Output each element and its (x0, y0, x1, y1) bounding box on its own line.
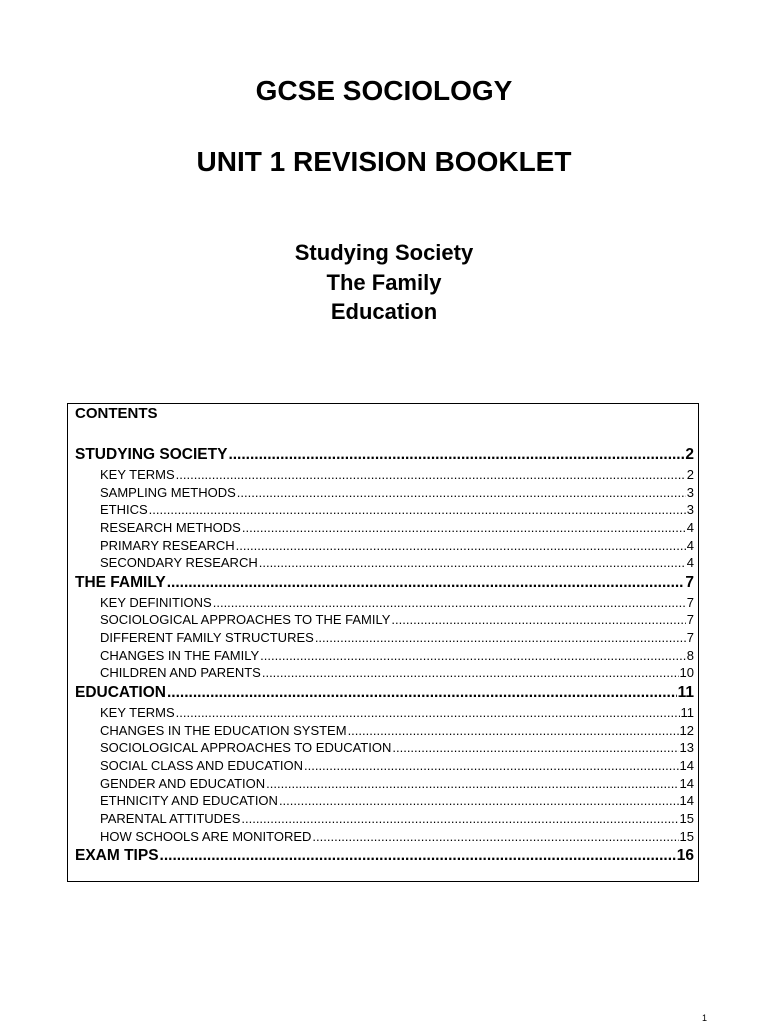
toc-leader-dots (260, 647, 686, 665)
toc-item-entry[interactable] (75, 757, 694, 775)
toc-section-entry[interactable] (75, 845, 694, 867)
toc-item-page: 3 (686, 484, 694, 500)
toc-item-page: 11 (680, 705, 694, 721)
toc-item-entry[interactable] (75, 466, 694, 484)
toc-leader-dots (304, 757, 679, 775)
toc-item-label: PARENTAL ATTITUDES (100, 810, 241, 826)
toc-item-page: 12 (679, 722, 694, 738)
toc-item-label: HOW SCHOOLS ARE MONITORED (100, 828, 312, 844)
toc-item-label: ETHNICITY AND EDUCATION (100, 793, 278, 809)
toc-section-title: STUDYING SOCIETY (75, 446, 228, 463)
toc-item-label: DIFFERENT FAMILY STRUCTURES (100, 630, 314, 646)
toc-item-entry[interactable] (75, 775, 694, 793)
toc-item-page: 7 (686, 612, 694, 628)
toc-item-page: 7 (686, 630, 694, 646)
toc-leader-dots (391, 611, 685, 629)
toc-item-page: 14 (679, 775, 694, 791)
toc-item-label: CHILDREN AND PARENTS (100, 665, 261, 681)
toc-leader-dots (266, 775, 678, 793)
toc-item-label: KEY TERMS (100, 467, 175, 482)
table-of-contents (75, 444, 694, 867)
toc-leader-dots (167, 572, 685, 594)
toc-item-entry[interactable] (75, 484, 694, 502)
toc-leader-dots (241, 810, 678, 828)
toc-section-entry[interactable] (75, 682, 694, 704)
topic-list (0, 238, 768, 327)
toc-item-page: 4 (686, 555, 694, 571)
toc-item-label: SOCIOLOGICAL APPROACHES TO THE FAMILY (100, 612, 391, 628)
toc-leader-dots (176, 704, 680, 722)
toc-item-label: KEY DEFINITIONS (100, 594, 212, 610)
toc-item-entry[interactable] (75, 739, 694, 757)
toc-item-entry[interactable] (75, 722, 694, 740)
toc-item-entry[interactable] (75, 704, 694, 722)
toc-item-label: CHANGES IN THE EDUCATION SYSTEM (100, 722, 347, 738)
toc-item-entry[interactable] (75, 594, 694, 612)
toc-item-entry[interactable] (75, 554, 694, 572)
toc-item-page: 14 (679, 793, 694, 809)
toc-item-page: 15 (679, 828, 694, 844)
toc-item-entry[interactable] (75, 792, 694, 810)
toc-item-page: 10 (679, 665, 694, 681)
toc-section-title: THE FAMILY (75, 573, 166, 591)
toc-item-entry[interactable] (75, 647, 694, 665)
document-title: GCSE SOCIOLOGY (255, 75, 513, 106)
toc-leader-dots (279, 792, 679, 810)
toc-item-label: GENDER AND EDUCATION (100, 775, 266, 791)
toc-item-label: SOCIOLOGICAL APPROACHES TO EDUCATION (100, 740, 392, 756)
toc-item-page: 2 (686, 467, 694, 482)
toc-leader-dots (242, 519, 686, 537)
topic-education: Education (330, 299, 438, 324)
toc-item-label: SAMPLING METHODS (100, 484, 236, 500)
toc-item-label: RESEARCH METHODS (100, 519, 241, 535)
toc-item-label: KEY TERMS (100, 705, 175, 721)
toc-leader-dots (312, 828, 678, 846)
toc-item-entry[interactable] (75, 664, 694, 682)
toc-leader-dots (348, 722, 679, 740)
toc-leader-dots (236, 537, 686, 555)
toc-item-label: CHANGES IN THE FAMILY (100, 647, 260, 663)
contents-box (67, 403, 699, 882)
toc-section-entry[interactable] (75, 444, 694, 466)
toc-item-label: ETHICS (100, 502, 148, 518)
toc-item-entry[interactable] (75, 810, 694, 828)
toc-section-page: 16 (676, 847, 694, 865)
toc-item-entry[interactable] (75, 629, 694, 647)
toc-leader-dots (228, 444, 684, 466)
toc-item-page: 4 (686, 519, 694, 535)
toc-leader-dots (392, 739, 678, 757)
toc-item-page: 7 (686, 594, 694, 610)
toc-leader-dots (167, 682, 677, 704)
toc-item-entry[interactable] (75, 611, 694, 629)
toc-leader-dots (262, 664, 679, 682)
toc-section-page: 7 (685, 573, 694, 591)
toc-item-entry[interactable] (75, 537, 694, 555)
toc-leader-dots (315, 629, 686, 647)
toc-leader-dots (149, 501, 686, 519)
toc-section-page: 2 (685, 446, 694, 463)
toc-section-title: EXAM TIPS (75, 847, 159, 865)
toc-item-label: SOCIAL CLASS AND EDUCATION (100, 757, 303, 773)
toc-item-page: 4 (686, 537, 694, 553)
toc-item-page: 14 (679, 757, 694, 773)
toc-item-page: 15 (679, 810, 694, 826)
toc-item-entry[interactable] (75, 828, 694, 846)
page-number: 1 (701, 1013, 707, 1023)
toc-item-label: SECONDARY RESEARCH (100, 555, 258, 571)
toc-leader-dots (213, 594, 686, 612)
toc-item-entry[interactable] (75, 519, 694, 537)
toc-item-page: 3 (686, 502, 694, 518)
toc-item-label: PRIMARY RESEARCH (100, 537, 235, 553)
topic-studying-society: Studying Society (294, 240, 474, 265)
toc-section-title: EDUCATION (75, 684, 166, 702)
toc-leader-dots (160, 845, 676, 867)
toc-section-page: 11 (677, 684, 694, 702)
toc-section-entry[interactable] (75, 572, 694, 594)
contents-heading: CONTENTS (75, 405, 158, 422)
toc-item-entry[interactable] (75, 501, 694, 519)
document-subtitle: UNIT 1 REVISION BOOKLET (196, 146, 572, 177)
toc-leader-dots (259, 554, 686, 572)
toc-leader-dots (176, 466, 686, 484)
toc-item-page: 13 (679, 740, 694, 756)
toc-leader-dots (237, 484, 686, 502)
topic-the-family: The Family (326, 269, 442, 295)
toc-item-page: 8 (686, 647, 694, 663)
